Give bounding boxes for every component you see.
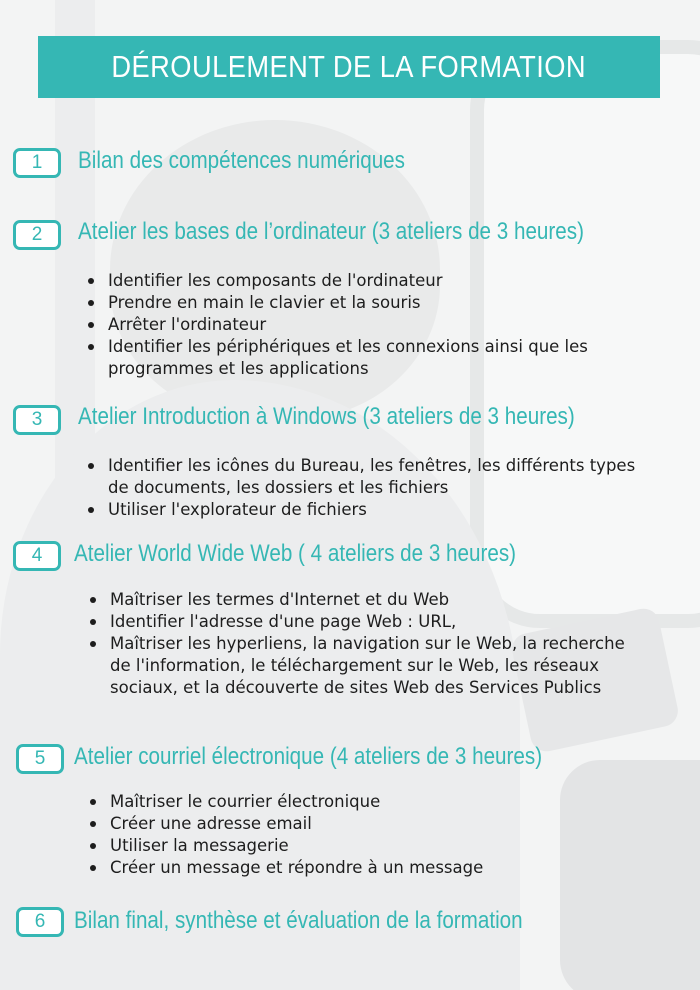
page-title: DÉROULEMENT DE LA FORMATION [111,49,587,84]
section-bullet-list [86,270,646,380]
list-item: Identifier les icônes du Bureau, les fenêtres, les différents types de documents, les dossiers et les fichiers [86,455,646,499]
section-bullet-list [88,589,628,699]
list-item: Prendre en main le clavier et la souris [86,292,646,314]
section-heading: Atelier courriel électronique (4 ateliers de 3 heures) [74,743,543,770]
section-number-badge: 6 [16,907,64,937]
list-item: Identifier les périphériques et les connexions ainsi que les programmes et les applications [86,336,646,380]
list-item: Identifier l'adresse d'une page Web : URL, [88,611,628,633]
list-item: Créer un message et répondre à un message [88,857,648,879]
section-heading: Bilan des compétences numériques [78,147,405,174]
section-number-badge: 1 [13,148,61,178]
section-heading: Atelier Introduction à Windows (3 ateliers de 3 heures) [78,403,575,430]
section-number-badge: 3 [13,405,61,435]
title-banner [38,36,660,98]
list-item: Utiliser la messagerie [88,835,648,857]
list-item: Arrêter l'ordinateur [86,314,646,336]
section-bullet-list [88,791,648,879]
section-heading: Atelier World Wide Web ( 4 ateliers de 3 heures) [74,540,517,567]
list-item: Créer une adresse email [88,813,648,835]
section-bullet-list [86,455,646,521]
list-item: Maîtriser les hyperliens, la navigation sur le Web, la recherche de l'information, le téléchargement sur le Web, les réseaux sociaux, et la découverte de sites Web des Services Publics [88,633,628,699]
list-item: Maîtriser les termes d'Internet et du Web [88,589,628,611]
section-heading: Bilan final, synthèse et évaluation de la formation [74,907,523,934]
list-item: Identifier les composants de l'ordinateur [86,270,646,292]
section-number-badge: 4 [13,541,61,571]
section-heading: Atelier les bases de l’ordinateur (3 ateliers de 3 heures) [78,218,584,245]
section-number-badge: 5 [16,744,64,774]
list-item: Utiliser l'explorateur de fichiers [86,499,646,521]
list-item: Maîtriser le courrier électronique [88,791,648,813]
section-number-badge: 2 [13,220,61,250]
